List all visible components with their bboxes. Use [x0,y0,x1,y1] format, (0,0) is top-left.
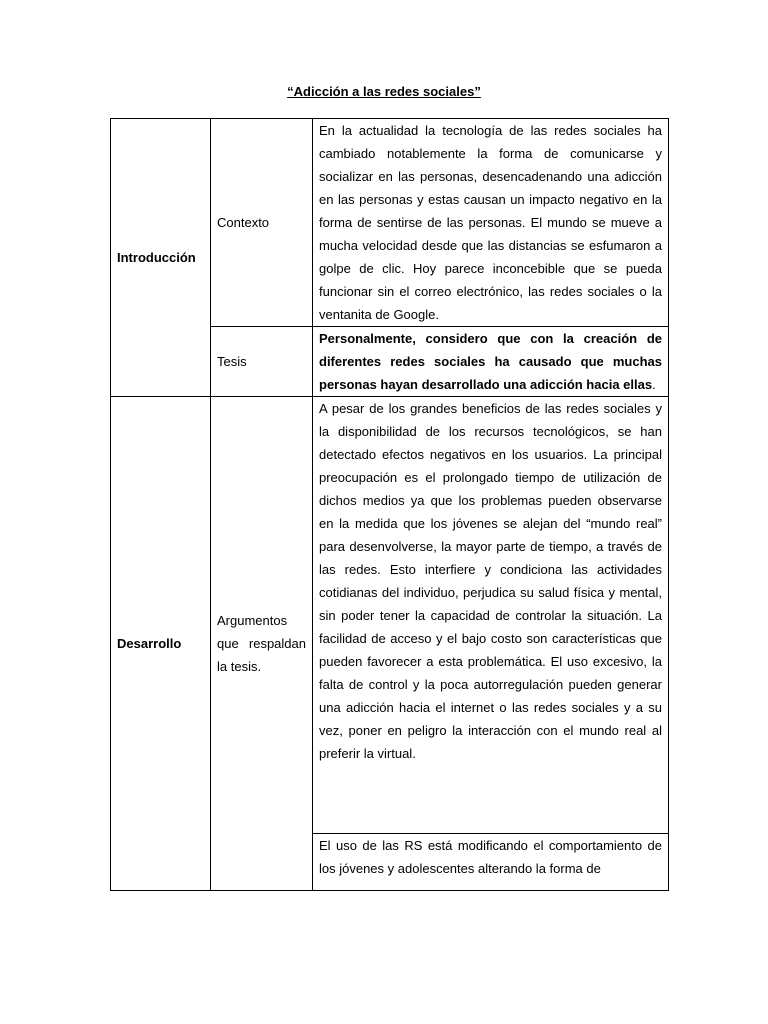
thesis-statement: Personalmente, considero que con la creación de diferentes redes sociales ha causado que muchas personas hayan desarrollado una adicción hacia ellas [319,331,662,392]
table-row-context [111,119,669,327]
context-text: En la actualidad la tecnología de las redes sociales ha cambiado notablemente la forma de comunicarse y socializar en las personas, desencadenando una adicción en las personas y estas causan un impacto negativo en la forma de sentirse de las personas. El mundo se mueve a mucha velocidad desde que las distancias se esfumaron a golpe de clic. Hoy parece inconcebible que se pueda funcionar sin el correo electrónico, las redes sociales o la ventanita de Google. [313,119,669,327]
argument-2-text: El uso de las RS está modificando el comportamiento de los jóvenes y adolescentes alterando la forma de [313,834,669,891]
thesis-period: . [652,377,656,392]
essay-outline-table [110,118,669,891]
sub-label-tesis: Tesis [211,327,313,397]
thesis-text [313,327,669,397]
document-title: “Adicción a las redes sociales” [287,84,481,99]
section-label-desarrollo: Desarrollo [111,397,211,891]
sub-label-contexto: Contexto [211,119,313,327]
table-row-argument-1 [111,397,669,834]
section-label-introduccion: Introducción [111,119,211,397]
sub-label-argumentos: Argumentos que respaldan la tesis. [211,397,313,891]
argument-1-text: A pesar de los grandes beneficios de las redes sociales y la disponibilidad de los recursos tecnológicos, se han detectado efectos negativos en los usuarios. La principal preocupación es el prolongado tiempo de utilización de dichos medios ya que los problemas pueden observarse en la medida que los jóvenes se alejan del “mundo real” para desenvolverse, la mayor parte de tiempo, a través de las redes. Esto interfiere y condiciona las actividades cotidianas del individuo, perjudica su salud física y mental, sin poder tener la capacidad de controlar la situación. La facilidad de acceso y el bajo costo son características que pueden favorecer a esta problemática. El uso excesivo, la falta de control y la poca autorregulación pueden generar una adicción hacia el internet o las redes sociales y a su vez, poner en peligro la interacción con el mundo real al preferir la virtual. [313,397,669,834]
